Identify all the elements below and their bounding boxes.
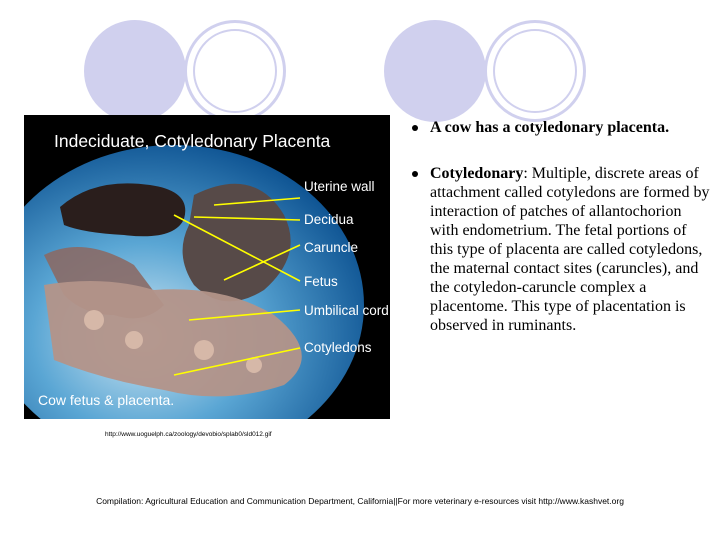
bullet-list	[408, 118, 712, 335]
source-url: http://www.uoguelph.ca/zoology/devobio/splab0/sld012.gif	[105, 431, 272, 438]
label-caruncle: Caruncle	[304, 240, 359, 255]
label-cotyledons: Cotyledons	[304, 340, 372, 355]
decor-circle-3	[384, 20, 486, 122]
cotyledon	[194, 340, 214, 360]
photo-caption: Cow fetus & placenta.	[38, 392, 175, 408]
bullet-dot	[412, 171, 418, 177]
bullet-item	[408, 164, 712, 335]
placenta-photo	[24, 115, 390, 419]
photo-title: Indeciduate, Cotyledonary Placenta	[54, 131, 331, 151]
decor-circle-4	[484, 20, 586, 122]
bullet-text: : Multiple, discrete areas of attachment called cotyledons are formed by interaction of patches of allantochorion with endometrium. The fetal portions of this type of placenta are called cotyledons, the maternal contact sites (caruncles), and the cotyledon-caruncle complex a placentome. This type of placentation is observed in ruminants.	[430, 165, 710, 334]
decor-circle-1	[84, 20, 186, 122]
bullet-term: Cotyledonary	[430, 165, 524, 182]
placenta-illustration	[24, 115, 390, 419]
decor-circle-2	[184, 20, 286, 122]
bullet-text: A cow has a cotyledonary placenta.	[430, 119, 670, 136]
bullet-item	[408, 118, 712, 137]
label-fetus: Fetus	[304, 274, 338, 289]
cotyledon	[84, 310, 104, 330]
label-uterine-wall: Uterine wall	[304, 179, 375, 194]
cotyledon	[125, 331, 143, 349]
label-decidua: Decidua	[304, 212, 354, 227]
footer: Compilation: Agricultural Education and Communication Department, California||For more veterinary e-resources visit http://www.kashvet.org	[96, 496, 624, 506]
bullet-dot	[412, 125, 418, 131]
label-umbilical-cord: Umbilical cord	[304, 303, 389, 318]
